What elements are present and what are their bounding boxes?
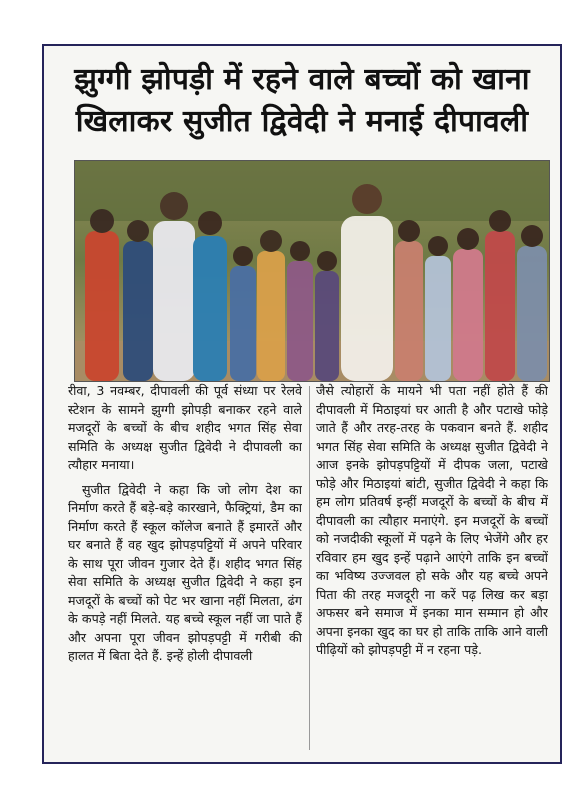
crowd-photo-image — [75, 161, 549, 381]
article-body — [68, 382, 548, 758]
headline-line-1: झुग्गी झोपड़ी में रहने वाले बच्चों को खाना — [74, 62, 530, 97]
news-clipping — [42, 44, 562, 764]
article-paragraph: जैसे त्योहारों के मायने भी पता नहीं होते हैं की दीपावली में मिठाइयां घर आती है और पटाखे फोड़े जाते हैं और तरह-तरह के पकवान बनते हैं. शहीद भगत सिंह सेवा समिति के अध्यक्ष सुजीत द्विवेदी ने आज इनके झोपड़पट्टियों में दीपक जला, पटाखे फोड़े और मिठाइयां बांटी, सुजीत द्विवेदी ने कहा कि हम लोग प्रतिवर्ष इन्हीं मजदूरों के बच्चों के बीच में दीपावली का त्यौहार मनाएंगे. इन मजदूरों के बच्चों को नजदीकी स्कूलों में पढ़ने के लिए भेजेंगे और हर रविवार हम खुद इन्हें पढ़ाने आएंगे ताकि इन बच्चों का भविष्य उज्जवल हो सके और यह बच्चे अपने पिता की तरह मजदूरी ना करें पढ़ लिख कर बड़ा अफसर बने समाज में इनका मान सम्मान हो और अपना इनका खुद का घर हो ताकि ताकि आने वाली पीढ़ियों को झोपड़पट्टी में न रहना पड़े. — [316, 383, 548, 657]
headline — [44, 46, 560, 156]
news-photo — [74, 160, 550, 382]
article-column-right — [316, 382, 548, 758]
article-paragraph: सुजीत द्विवेदी ने कहा कि जो लोग देश का निर्माण करते हैं बड़े-बड़े कारखाने, फैक्ट्रियां, डैम का निर्माण करते हैं स्कूल कॉलेज बनाते हैं इमारतें और घर बनाते हैं वह खुद झोपड़पट्टियों में अपने परिवार के साथ पूरा जीवन गुजार देते हैं। शहीद भगत सिंह सेवा समिति के अध्यक्ष सुजीत द्विवेदी ने कहा इन मजदूरों के बच्चों को पेट भर खाना नहीं मिलता, ढंग के कपड़े नहीं मिलते. यह बच्चे स्कूल नहीं जा पाते हैं और अपना पूरा जीवन झोपड़पट्टी में गरीबी की हालत में बिता देते हैं. इन्हें होली दीपावली — [68, 481, 302, 663]
article-paragraph: रीवा, 3 नवम्बर, दीपावली की पूर्व संध्या पर रेलवे स्टेशन के सामने झुग्गी झोपड़ी बनाकर रहने वाले मजदूरों के बच्चों के बीच शहीद भगत सिंह सेवा समिति के अध्यक्ष सुजीत द्विवेदी ने दीपावली का त्यौहार मनाया। — [68, 383, 302, 472]
column-divider — [309, 386, 310, 750]
headline-line-2: खिलाकर सुजीत द्विवेदी ने मनाई दीपावली — [75, 104, 529, 139]
article-column-left — [68, 382, 302, 758]
